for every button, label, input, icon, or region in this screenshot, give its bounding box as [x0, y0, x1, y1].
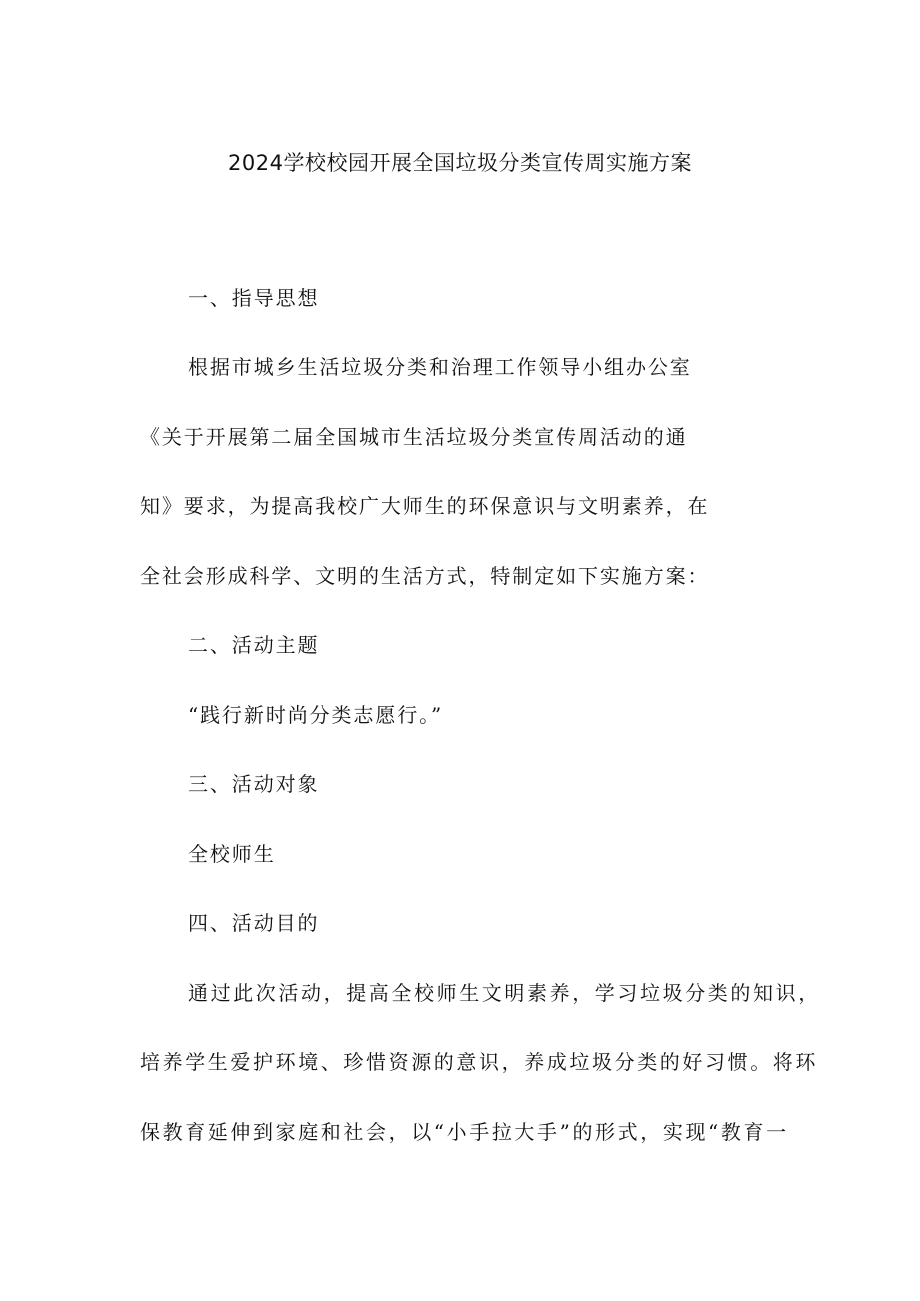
activity-theme-slogan: “践行新时尚分类志愿行。”: [188, 703, 444, 727]
section-heading-guiding-ideology: 一、指导思想: [188, 286, 320, 310]
paragraph-line: 《关于开展第二届全国城市生活垃圾分类宣传周活动的通: [140, 425, 688, 449]
section-heading-activity-purpose: 四、活动目的: [188, 911, 320, 935]
paragraph-line: 培养学生爱护环境、珍惜资源的意识，养成垃圾分类的好习惯。将环: [140, 1050, 818, 1074]
paragraph-line: 保教育延伸到家庭和社会，以“小手拉大手”的形式，实现“教育一: [140, 1120, 789, 1144]
paragraph-line: 通过此次活动，提高全校师生文明素养，学习垃圾分类的知识，: [188, 981, 821, 1005]
paragraph-line: 根据市城乡生活垃圾分类和治理工作领导小组办公室: [188, 355, 692, 379]
activity-target-text: 全校师生: [188, 842, 276, 866]
document-title: 2024学校校园开展全国垃圾分类宣传周实施方案: [228, 151, 692, 175]
section-heading-activity-theme: 二、活动主题: [188, 633, 320, 657]
paragraph-line: 全社会形成科学、文明的生活方式，特制定如下实施方案：: [140, 564, 710, 588]
section-heading-activity-target: 三、活动对象: [188, 772, 320, 796]
paragraph-line: 知》要求，为提高我校广大师生的环保意识与文明素养，在: [140, 494, 710, 518]
